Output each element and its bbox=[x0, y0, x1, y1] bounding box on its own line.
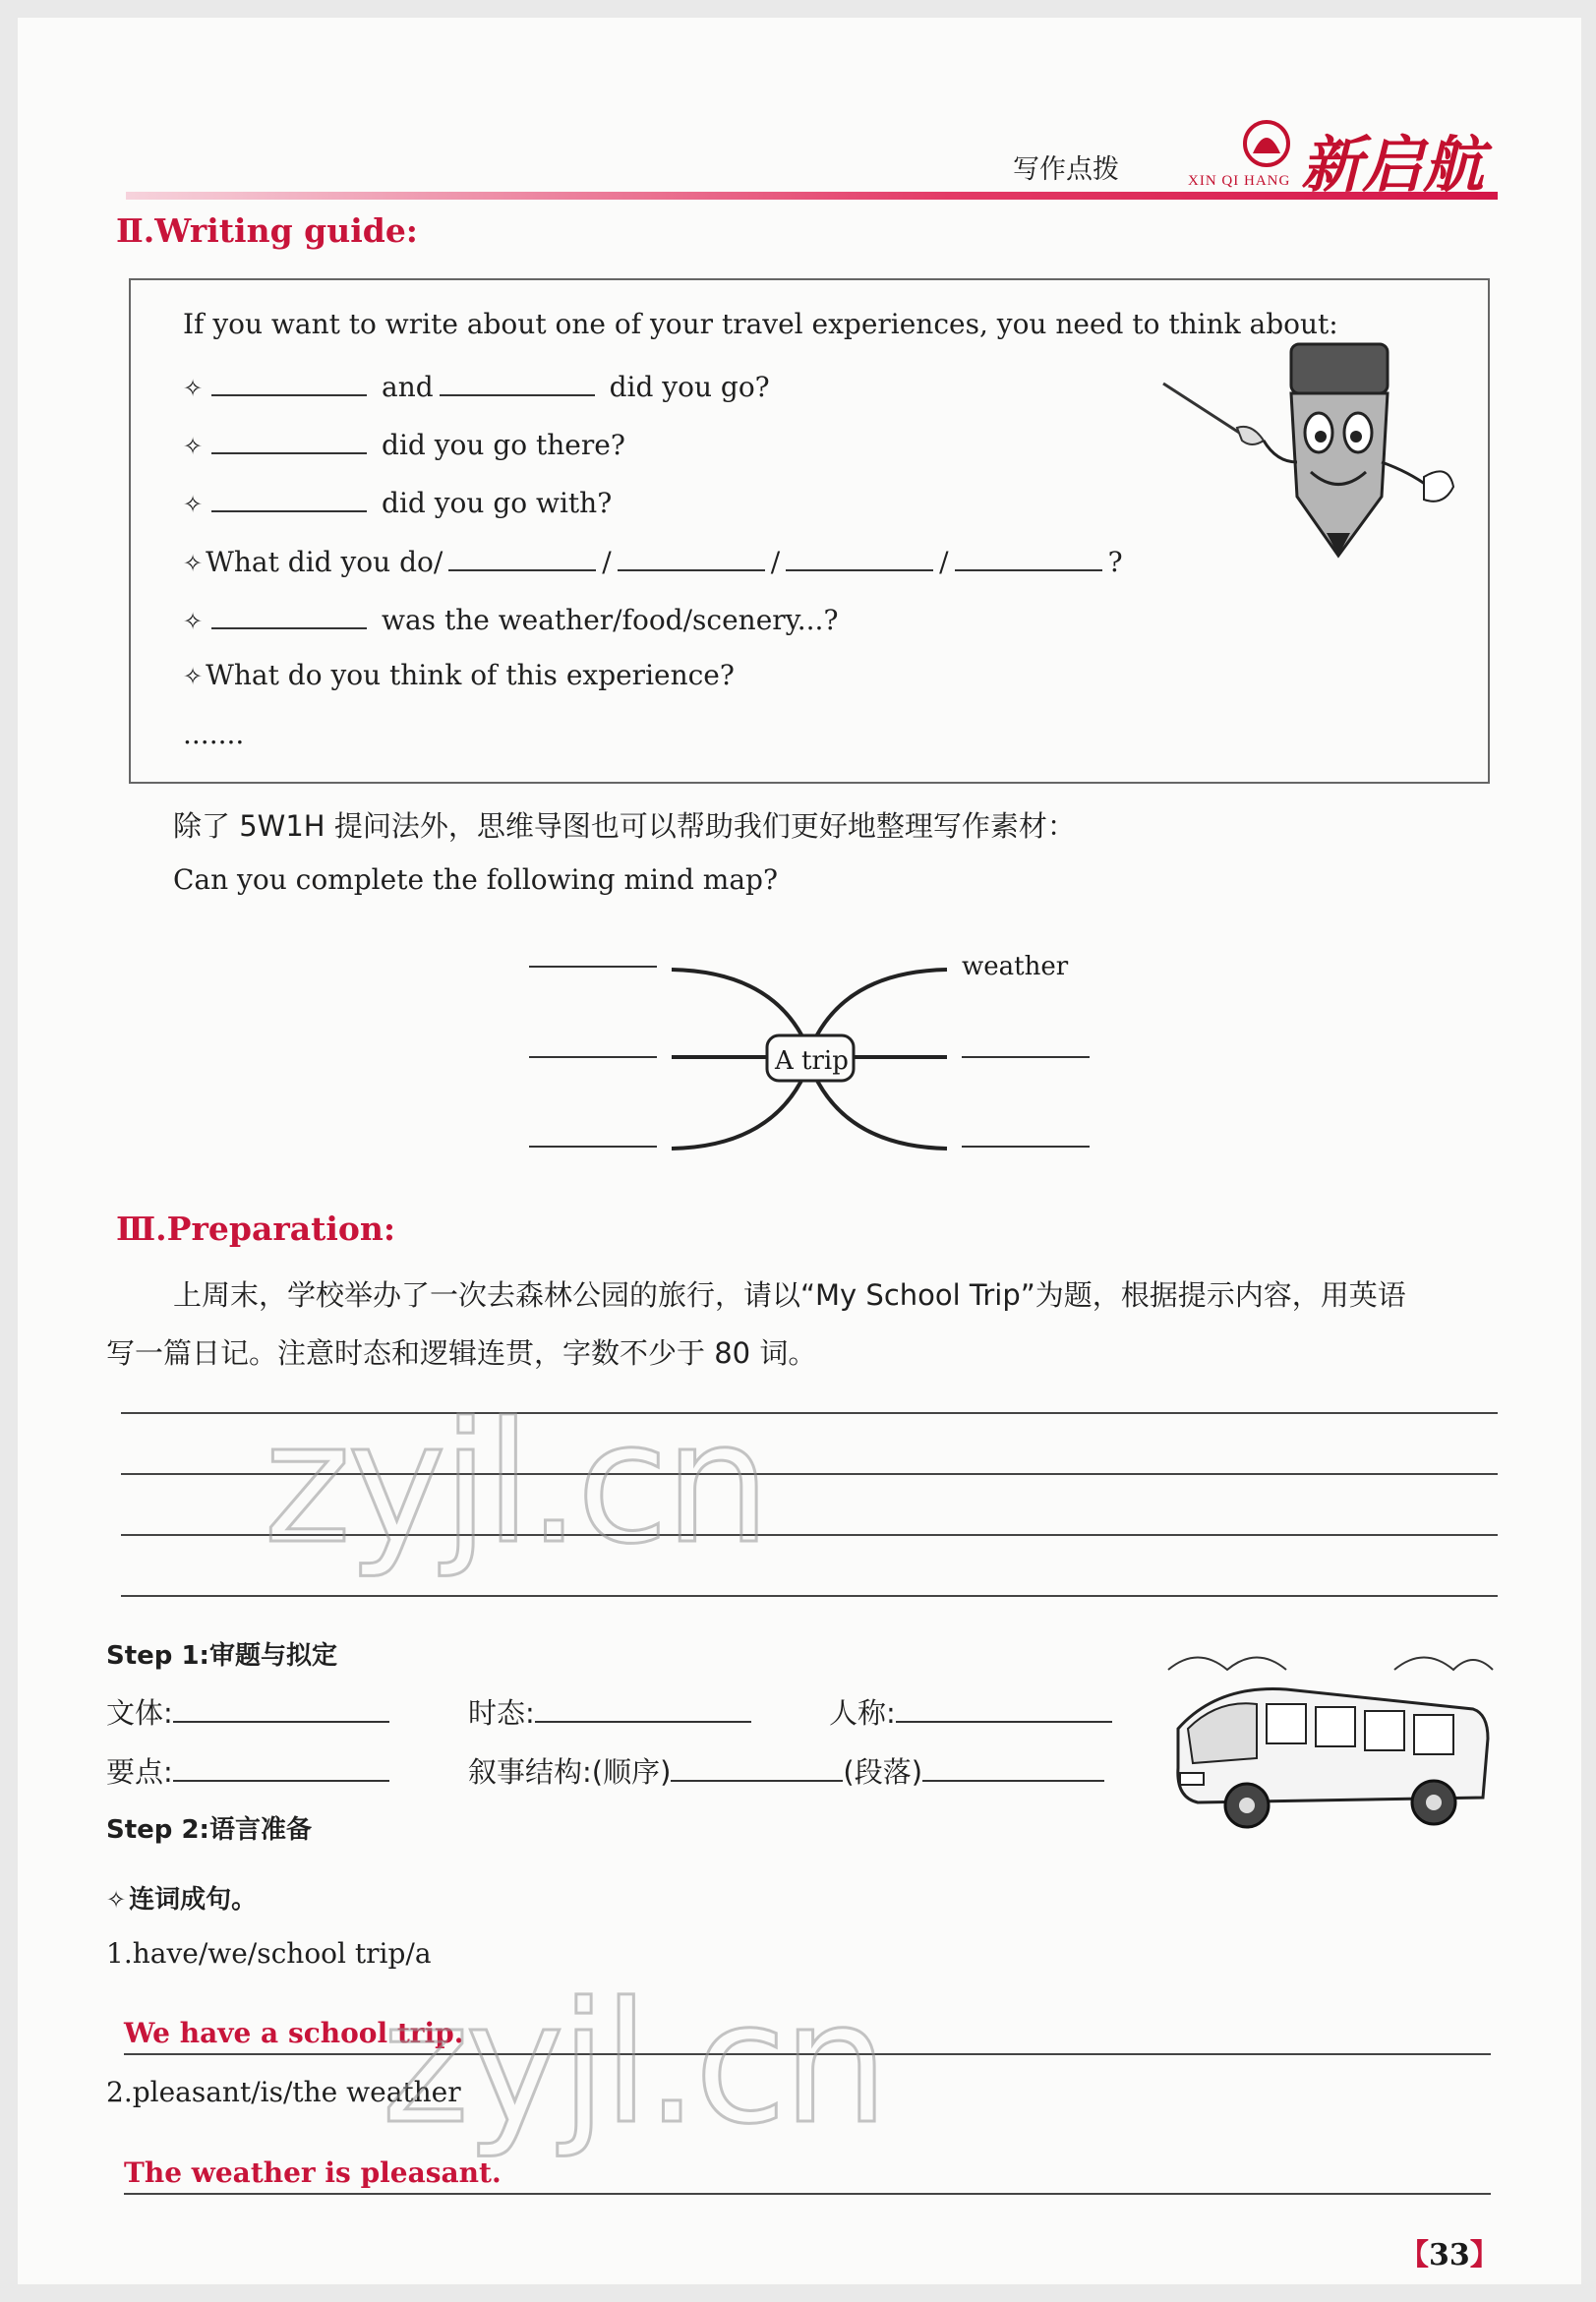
answer-blank[interactable] bbox=[211, 367, 367, 396]
diamond-bullet-icon: ✧ bbox=[183, 433, 201, 460]
guide-intro: If you want to write about one of your travel experiences, you need to think about: bbox=[183, 308, 1338, 340]
answer-blank[interactable] bbox=[618, 542, 765, 571]
answer-blank[interactable] bbox=[440, 367, 595, 396]
answer-blank[interactable] bbox=[922, 1752, 1104, 1782]
task-line-1: 上周末，学校举办了一次去森林公园的旅行，请以“My School Trip”为题，根据提示内容，用英语 bbox=[173, 1278, 1406, 1312]
pencil-mascot-icon bbox=[1153, 325, 1468, 570]
guide-text: What did you do/ bbox=[206, 546, 443, 578]
answer-blank[interactable] bbox=[173, 1752, 389, 1782]
answer-blank[interactable] bbox=[671, 1752, 843, 1782]
exercise-item-1: 1.have/we/school trip/a bbox=[106, 1937, 432, 1970]
guide-text: was the weather/food/scenery...? bbox=[382, 604, 839, 636]
field-label: 叙事结构:(顺序) bbox=[468, 1755, 672, 1789]
step1-title: Step 1:审题与拟定 bbox=[106, 1641, 337, 1671]
header-section-label: 写作点拨 bbox=[1013, 154, 1119, 185]
brand-english: XIN QI HANG bbox=[1188, 173, 1291, 189]
guide-question-4 bbox=[183, 542, 1123, 578]
mindmap-question: Can you complete the following mind map? bbox=[173, 863, 778, 896]
guide-text: and bbox=[382, 371, 434, 403]
watermark: zyjl.cn bbox=[264, 1387, 767, 1581]
answer-blank[interactable] bbox=[211, 483, 367, 512]
diamond-bullet-icon: ✧ bbox=[183, 608, 201, 635]
diamond-bullet-icon: ✧ bbox=[183, 663, 201, 690]
answer-blank[interactable] bbox=[173, 1693, 389, 1723]
sail-logo-icon bbox=[1237, 116, 1296, 170]
guide-text: did you go with? bbox=[382, 487, 613, 519]
field-label: 人称: bbox=[829, 1696, 896, 1730]
guide-ellipsis: ....... bbox=[183, 718, 245, 750]
page-number-text: 33 bbox=[1429, 2238, 1470, 2272]
step1-points bbox=[106, 1750, 389, 1791]
guide-text: / bbox=[939, 546, 949, 578]
answer-blank[interactable] bbox=[211, 600, 367, 629]
field-label: 文体: bbox=[106, 1696, 173, 1730]
watermark: zyjl.cn bbox=[382, 1967, 885, 2161]
answer-line[interactable] bbox=[124, 2193, 1491, 2195]
answer-blank[interactable] bbox=[535, 1693, 751, 1723]
school-bus-cartoon-icon bbox=[1158, 1630, 1503, 1837]
diamond-bullet-icon: ✧ bbox=[183, 375, 201, 402]
guide-text: did you go? bbox=[609, 371, 770, 403]
writing-line[interactable] bbox=[121, 1595, 1498, 1597]
task-line-2: 写一篇日记。注意时态和逻辑连贯，字数不少于 80 词。 bbox=[106, 1336, 817, 1370]
exercise-answer-1: We have a school trip. bbox=[124, 2017, 464, 2049]
step1-tense bbox=[468, 1691, 751, 1732]
exercise-item-2: 2.pleasant/is/the weather bbox=[106, 2076, 461, 2108]
diamond-bullet-icon: ✧ bbox=[183, 550, 201, 577]
field-label: 要点: bbox=[106, 1755, 173, 1789]
mindmap-branch bbox=[814, 970, 947, 1040]
mindmap-branch bbox=[672, 1075, 804, 1149]
step2-title: Step 2:语言准备 bbox=[106, 1815, 312, 1845]
field-label: (段落) bbox=[843, 1755, 923, 1789]
guide-question-3 bbox=[183, 483, 612, 519]
section-title-preparation: Ⅲ.Preparation: bbox=[116, 1210, 396, 1248]
step1-genre bbox=[106, 1691, 389, 1732]
mindmap-intro-cn: 除了 5W1H 提问法外，思维导图也可以帮助我们更好地整理写作素材： bbox=[173, 809, 1076, 843]
answer-blank[interactable] bbox=[211, 425, 367, 454]
mindmap-branch bbox=[814, 1075, 947, 1149]
guide-text: ? bbox=[1107, 546, 1123, 578]
guide-text: What do you think of this experience? bbox=[206, 659, 735, 691]
mindmap-weather-label: weather bbox=[962, 952, 1069, 981]
guide-question-6 bbox=[183, 659, 735, 691]
guide-question-1 bbox=[183, 367, 770, 403]
brand-logo-text: 新启航 bbox=[1301, 129, 1485, 201]
step2-subtitle bbox=[106, 1879, 257, 1916]
exercise-answer-2: The weather is pleasant. bbox=[124, 2156, 502, 2189]
answer-blank[interactable] bbox=[448, 542, 596, 571]
guide-text: / bbox=[602, 546, 612, 578]
answer-blank[interactable] bbox=[786, 542, 933, 571]
bracket-icon: 【 bbox=[1399, 2238, 1429, 2272]
page-number bbox=[1399, 2230, 1500, 2273]
subtitle-text: 连词成句。 bbox=[129, 1885, 258, 1915]
guide-question-5 bbox=[183, 600, 838, 636]
bracket-icon: 】 bbox=[1469, 2238, 1500, 2272]
workbook-page bbox=[18, 18, 1581, 2284]
mindmap-center-label: A trip bbox=[775, 1046, 849, 1076]
answer-blank[interactable] bbox=[955, 542, 1102, 571]
guide-text: did you go there? bbox=[382, 429, 625, 461]
guide-text: / bbox=[770, 546, 781, 578]
field-label: 时态: bbox=[468, 1696, 535, 1730]
diamond-bullet-icon: ✧ bbox=[183, 491, 201, 518]
section-title-writing-guide: Ⅱ.Writing guide: bbox=[116, 211, 418, 250]
header-rule bbox=[126, 192, 1498, 200]
step1-person bbox=[829, 1691, 1112, 1732]
mindmap-branch bbox=[672, 970, 804, 1040]
guide-question-2 bbox=[183, 425, 625, 461]
answer-blank[interactable] bbox=[896, 1693, 1112, 1723]
step1-structure bbox=[468, 1750, 1104, 1791]
diamond-bullet-icon: ✧ bbox=[106, 1886, 124, 1914]
